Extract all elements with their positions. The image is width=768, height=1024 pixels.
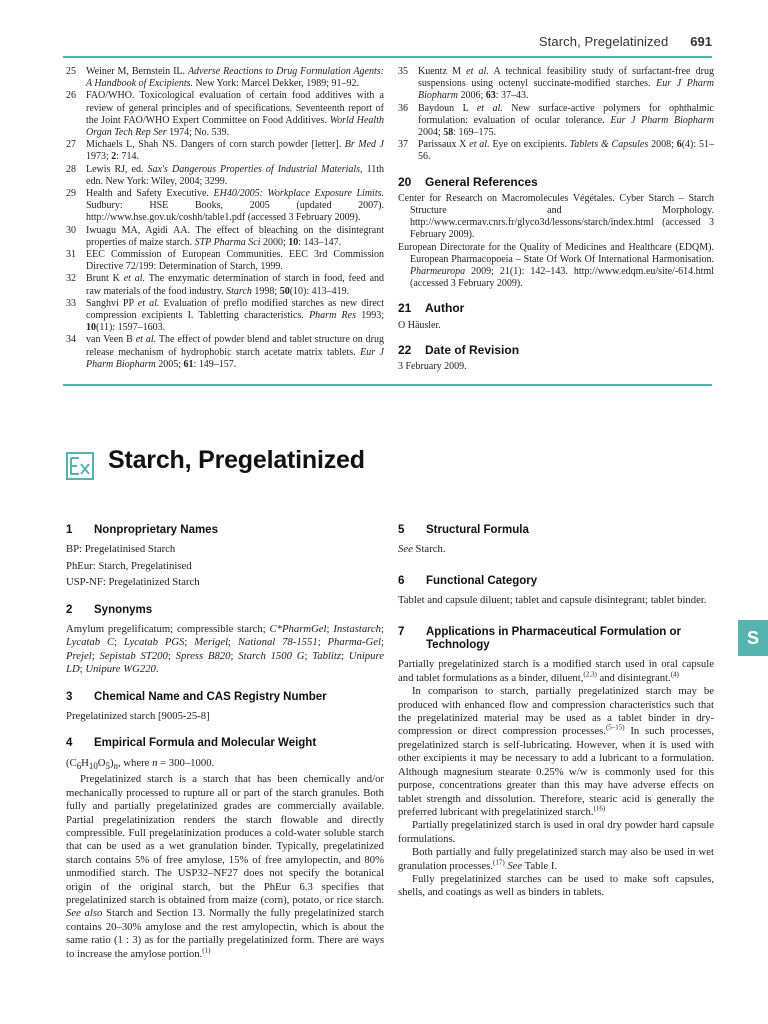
reference-number: 34 — [66, 334, 76, 346]
page-number: 691 — [690, 34, 712, 49]
section-heading: 4 Empirical Formula and Molecular Weight — [66, 737, 317, 750]
author-name: O Häusler. — [398, 319, 441, 331]
reference-number: 33 — [66, 297, 76, 309]
revision-heading: 22 Date of Revision — [398, 342, 520, 357]
reference-text: Parissaux X et al. Eye on excipients. Tablets & Capsules 2008; 6(4): 51–56. — [418, 139, 714, 163]
reference-item — [398, 66, 714, 103]
reference-number: 30 — [66, 224, 76, 236]
applications-text — [398, 658, 714, 899]
reference-item — [66, 139, 384, 163]
section-applications — [398, 626, 714, 900]
reference-list — [398, 66, 714, 164]
running-header — [539, 34, 712, 50]
reference-text: Baydoun L et al. New surface-active polymers for ophthalmic formulation: evaluation of ocular tolerance. Eur J Pharm Biopharm 2004; 58: 169–175. — [418, 102, 714, 139]
reference-number: 25 — [66, 66, 76, 77]
body-left-column — [66, 524, 384, 975]
reference-number: 37 — [398, 139, 408, 151]
reference-number: 28 — [66, 163, 76, 175]
empirical-formula: $(C_6H_{10}O_5)_n$, where n = 300–1000. — [66, 756, 215, 772]
section-empirical-formula — [66, 737, 384, 961]
reference-item — [66, 164, 384, 188]
section-heading: 5 Structural Formula — [398, 524, 529, 536]
reference-text: Sanghvi PP et al. Evaluation of preflo modified starches as new direct compression excipients I. Tabletting characteristics. Pharm Res 1993; 10(11): 1597–1603. — [86, 297, 384, 334]
running-title: Starch, Pregelatinized — [538, 34, 669, 49]
general-references-list — [398, 193, 714, 291]
reference-number: 26 — [66, 90, 76, 102]
reference-text: Weiner M, Bernstein IL. Adverse Reactions to Drug Formulation Agents: A Handbook of Excipients. New York: Marcel Dekker, 1989; 91–92. — [86, 66, 384, 90]
applications-paragraph: Partially pregelatinized starch is used in oral dry powder hard capsule formulations. — [398, 819, 714, 845]
reference-item — [66, 298, 384, 335]
reference-item — [66, 66, 384, 90]
reference-text: EEC Commission of European Communities. EEC 3rd Commission Directive 72/199: Determination of Starch, 1999. — [86, 249, 384, 273]
section-heading: 1 Nonproprietary Names — [66, 524, 218, 536]
header-rule — [63, 56, 712, 58]
reference-item — [398, 103, 714, 140]
name-line: USP-NF: Pregelatinized Starch — [66, 576, 200, 589]
section-chemical-name — [66, 691, 384, 724]
applications-paragraph: In comparison to starch, partially pregelatinized starch may be produced with enhanced flow and compression characteristics such that the pregelatinized material may be used as a tablet binder in dry-compression or direct compression processes.$^{(5-15)}$ In such processes, pregelatinized starch is self-lubricating. However, when it is used with other excipients it may be necessary to add a lubricant to a formulation. Although magnesium stearate 0.25% w/w is commonly used for this purpose, concentrations greater than this may have adverse effects on tablet strength and dissolution. Therefore, stearic acid is generally the preferred lubricant with pregelatinized starch.$^{(16)}$ — [398, 685, 714, 818]
reference-text: Michaels L, Shah NS. Dangers of corn starch powder [letter]. Br Med J 1973; 2: 714. — [86, 139, 384, 163]
section-structural-formula — [398, 524, 714, 557]
section-heading: 7 Applications in Pharmaceutical Formulation or Technology — [398, 625, 681, 652]
excipient-icon — [66, 452, 94, 480]
chemical-name-text: Pregelatinized starch [9005-25-8] — [66, 710, 210, 723]
reference-number: 29 — [66, 188, 76, 200]
reference-text: Iwuagu MA, Agidi AA. The effect of bleaching on the disintegrant properties of maize starch. STP Pharma Sci 2000; 10: 143–147. — [86, 224, 384, 248]
synonyms-text: Amylum pregelificatum; compressible starch; C*PharmGel; Instastarch; Lycatab C; Lycatab PGS; Merigel; National 78-1551; Pharma-Gel; Prejel; Sepistab ST200; Spress B820; Starch 1500 G; Tablitz; Unipure LD; Unipure WG220. — [66, 623, 384, 676]
section-heading: 6 Functional Category — [398, 574, 538, 587]
reference-text: Lewis RJ, ed. Sax's Dangerous Properties of Industrial Materials, 11th edn. New York: Wiley, 2004; 3299. — [86, 163, 384, 187]
reference-item — [398, 139, 714, 163]
reference-number: 35 — [398, 66, 408, 77]
reference-number: 27 — [66, 139, 76, 151]
reference-item — [66, 90, 384, 139]
applications-paragraph: Both partially and fully pregelatinized starch may also be used in wet granulation processes.$^{(17)}$ See Table I. — [398, 846, 714, 872]
reference-text: van Veen B et al. The effect of powder blend and tablet structure on drug release mechanism of hydrophobic starch acetate matrix tablets. Eur J Pharm Biopharm 2005; 61: 149–157. — [86, 334, 384, 370]
section-synonyms — [66, 604, 384, 677]
functional-category-text: Tablet and capsule diluent; tablet and capsule disintegrant; tablet binder. — [398, 594, 707, 607]
body-right-column — [398, 524, 714, 914]
reference-text: Health and Safety Executive. EH40/2005: Workplace Exposure Limits. Sudbury: HSE Books, 2005 (updated 2007). http://www.hse.gov.uk/coshh/table1.pdf (accessed 3 February 2009). — [86, 188, 384, 224]
author-heading: 21 Author — [398, 301, 465, 316]
name-line: BP: Pregelatinised Starch — [66, 543, 176, 556]
section-thumb-tab: S — [738, 620, 768, 656]
applications-paragraph: Fully pregelatinized starches can be used to make soft capsules, shells, and coatings as well as binders in tablets. — [398, 872, 714, 899]
revision-date: 3 February 2009. — [398, 361, 467, 373]
formula-paragraph: Pregelatinized starch is a starch that has been chemically and/or mechanically processed to rupture all or part of the starch granules. Both fully and partially pregelatinized grades are commercially available. Partial pregelatinization renders the starch flowable and directly compressible. Full pregelatinization produces a cold-water soluble starch that can be used as a wet granulation binder. Typically, pregelatinized starch contains 5% of free amylose, 15% of free amylopectin, and 80% unmodified starch. The USP32–NF27 does not specify the botanical origin of the original starch, but the PhEur 6.3 specifies that pregelatinized starch is obtained from maize (corn), potato, or rice starch. See also Starch and Section 13. Normally the fully pregelatinized starch contains 20–30% amylose and the rest amylopectin, which is about the same ratio (1 : 3) as for the partially pregelatinized form. There are ways to increase the amylose portion.$^{(1)}$ — [66, 773, 384, 960]
reference-number: 32 — [66, 273, 76, 285]
applications-paragraph: Partially pregelatinized starch is a modified starch used in oral capsule and tablet formulations as a binder, diluent,$^{(2,3)}$ and disintegrant.$^{(4)}$ — [398, 658, 714, 684]
reference-text: Brunt K et al. The enzymatic determination of starch in food, feed and raw materials of the food industry. Starch 1998; 50(10): 413–419. — [86, 273, 385, 297]
reference-text: Kuentz M et al. A technical feasibility study of surfactant-free drug suspensions using octenyl succinate-modified starches. Eur J Pharm Biopharm 2006; 63: 37–43. — [418, 66, 714, 102]
general-references-heading: 20 General References — [398, 174, 538, 189]
section-heading: 3 Chemical Name and CAS Registry Number — [66, 690, 327, 703]
reference-item — [66, 225, 384, 249]
name-line: PhEur: Starch, Pregelatinised — [66, 559, 192, 572]
general-reference-item: Center for Research on Macromolecules Végétales. Cyber Starch – Starch Structure and Morphology. http://www.cermav.cnrs.fr/glyco3d/lessons/starch/index.html (accessed 3 February 2009). — [398, 192, 714, 241]
structural-formula-text: See Starch. — [398, 543, 446, 556]
reference-number: 36 — [398, 102, 408, 114]
reference-item — [66, 334, 384, 371]
general-reference-item: European Directorate for the Quality of Medicines and Healthcare (EDQM). European Pharmacopoeia – State Of Work Of International Harmonisation. Pharmeuropa 2009; 21(1): 142–143. http://www.edqm.eu/site/-614.html (accessed 3 February 2009). — [398, 241, 714, 290]
reference-text: FAO/WHO. Toxicological evaluation of certain food additives with a review of general principles and of specifications. Seventeenth report of the Joint FAO/WHO Expert Committee on Food Additives. World Health Organ Tech Rep Ser 1974; No. 539. — [86, 90, 384, 139]
section-rule — [63, 384, 712, 386]
reference-number: 31 — [66, 249, 76, 261]
references-right-column — [398, 66, 714, 373]
references-left-column — [66, 66, 384, 371]
reference-item — [66, 273, 384, 297]
section-nonproprietary-names — [66, 524, 384, 590]
reference-item — [66, 188, 384, 225]
reference-item — [66, 249, 384, 273]
section-heading: 2 Synonyms — [66, 603, 153, 616]
section-functional-category — [398, 575, 714, 608]
monograph-title: Starch, Pregelatinized — [108, 446, 365, 474]
